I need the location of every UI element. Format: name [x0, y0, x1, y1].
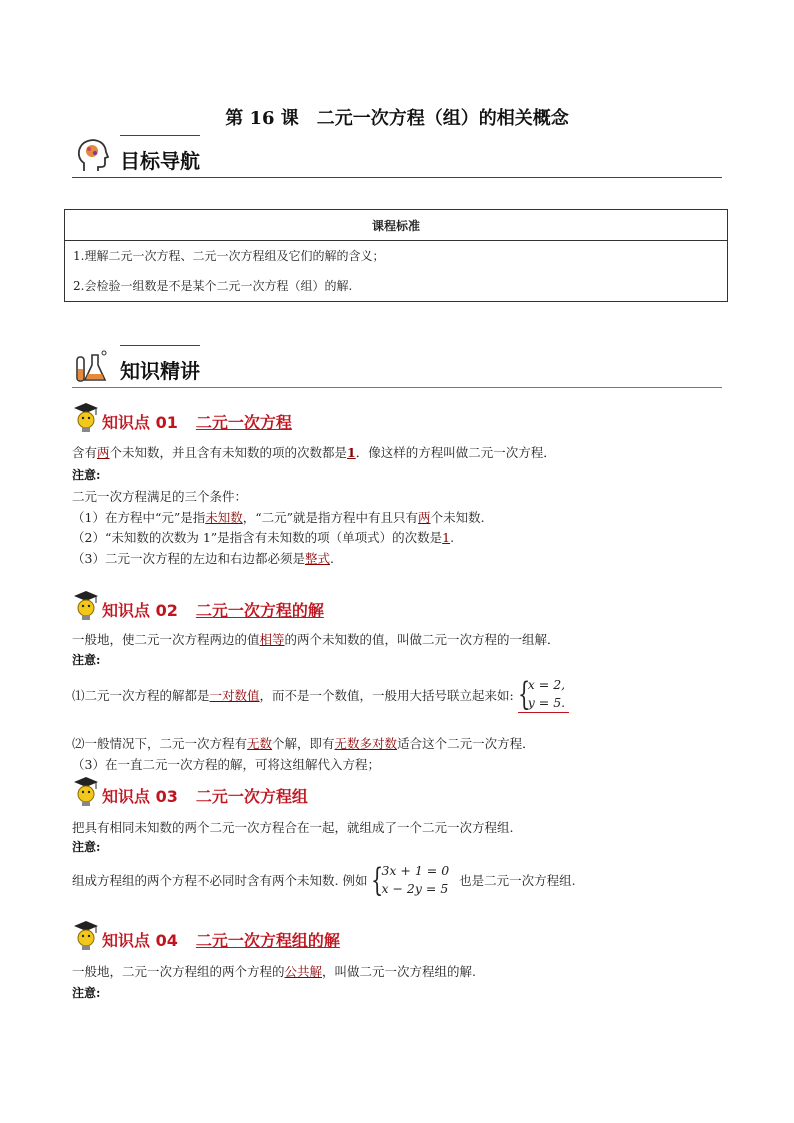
- kp3-note: 注意:: [72, 840, 101, 854]
- kp2-title: 二元一次方程的解: [195, 601, 324, 620]
- kp3-number: 知识点 03: [102, 787, 178, 806]
- kp4-definition: 一般地，二元一次方程组的两个方程的公共解，叫做二元一次方程组的解.: [72, 964, 477, 979]
- kp4-number: 知识点 04: [102, 931, 178, 950]
- kp1-blank: 1: [347, 445, 356, 460]
- section-goal: [72, 132, 722, 178]
- kp3-example: 组成方程组的两个方程不必同时含有两个未知数. 例如 { 3x + 1 = 0 x − 2y = 5 也是二元一次方程组.: [72, 861, 576, 899]
- section-goal-label: 目标导航: [120, 149, 200, 173]
- kp2-note-1: ⑴二元一次方程的解都是一对数值，而不是一个数值，一般用大括号联立起来如: { x = 2, y = 5.: [72, 676, 569, 722]
- scholar-bulb-icon: [72, 590, 100, 622]
- section-knowledge-line: [72, 387, 722, 389]
- kp1-condition-2: （2）“未知数的次数为 1”是指含有未知数的项（单项式）的次数是1.: [72, 530, 455, 545]
- kp1-blank: 两: [97, 445, 110, 460]
- flask-icon: [74, 347, 112, 385]
- kp1-note: 注意:: [72, 468, 101, 482]
- standards-table: [64, 209, 728, 302]
- kp4-title: 二元一次方程组的解: [195, 931, 340, 950]
- kp1-condition-1: （1）在方程中“元”是指未知数，“二元”就是指方程中有且只有两个未知数.: [72, 510, 485, 525]
- kp3-title: 二元一次方程组: [195, 787, 308, 806]
- kp1-definition: 含有两个未知数，并且含有未知数的项的次数都是1．像这样的方程叫做二元一次方程．: [72, 445, 556, 460]
- kp4-note: 注意:: [72, 986, 101, 1000]
- kp2-heading: [72, 590, 392, 622]
- kp3-definition: 把具有相同未知数的两个二元一次方程合在一起，就组成了一个二元一次方程组.: [72, 820, 514, 835]
- equation-system: { 3x + 1 = 0 x − 2y = 5: [371, 861, 450, 899]
- kp1-number: 知识点 01: [102, 413, 178, 432]
- section-top-line: [120, 345, 200, 346]
- kp2-definition: 一般地，使二元一次方程两边的值相等的两个未知数的值，叫做二元一次方程的一组解．: [72, 632, 560, 647]
- standards-header: 课程标准: [65, 210, 728, 241]
- kp1-title: 二元一次方程: [195, 413, 292, 432]
- solution-system: { x = 2, y = 5.: [518, 676, 569, 713]
- kp1-conditions: 二元一次方程满足的三个条件：: [72, 489, 248, 504]
- section-goal-line: [72, 177, 722, 179]
- scholar-bulb-icon: [72, 402, 100, 434]
- standards-item: 2.会检验一组数是不是某个二元一次方程（组）的解.: [73, 279, 353, 293]
- scholar-bulb-icon: [72, 776, 100, 808]
- kp1-condition-3: （3）二元一次方程的左边和右边都必须是整式.: [72, 551, 334, 566]
- section-top-line: [120, 135, 200, 136]
- standards-row: [65, 241, 728, 302]
- standards-item: 1.理解二元一次方程、二元一次方程组及它们的解的含义；: [73, 249, 385, 263]
- kp2-note: 注意:: [72, 653, 101, 667]
- kp1-heading: [72, 402, 372, 434]
- brain-head-icon: [74, 137, 112, 175]
- kp2-note-2: ⑵一般情况下，二元一次方程有无数个解，即有无数多对数适合这个二元一次方程．: [72, 736, 535, 751]
- kp4-heading: [72, 920, 392, 952]
- kp3-heading: [72, 776, 392, 808]
- kp2-number: 知识点 02: [102, 601, 178, 620]
- section-knowledge-label: 知识精讲: [120, 359, 200, 383]
- page-title: 第 16 课 二元一次方程（组）的相关概念: [225, 108, 569, 129]
- scholar-bulb-icon: [72, 920, 100, 952]
- kp2-note-3: （3）在一直二元一次方程的解，可将这组解代入方程；: [72, 757, 380, 772]
- section-knowledge: [72, 342, 722, 388]
